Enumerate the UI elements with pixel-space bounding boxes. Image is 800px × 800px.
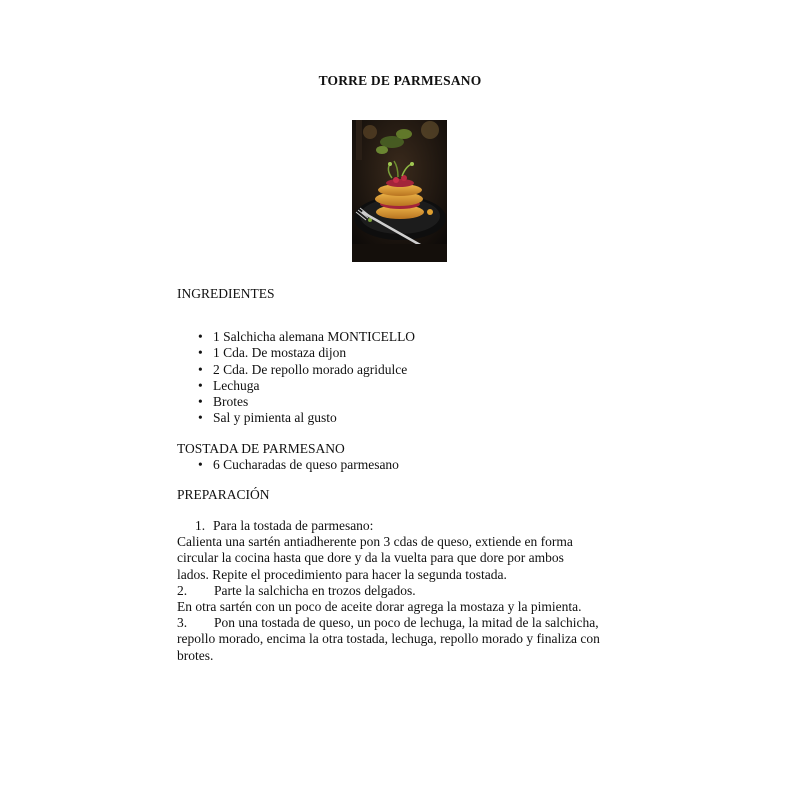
text-line: circular la cocina hasta que dore y da la vuelta para que dore por ambos: [177, 550, 564, 566]
list-item: • 1 Salchicha alemana MONTICELLO: [198, 329, 416, 344]
list-item: • Lechuga: [198, 377, 260, 393]
tostada-list: [177, 457, 399, 473]
bullet-icon: •: [198, 410, 203, 426]
list-item: • 1 Cda. De mostaza dijon: [198, 345, 347, 361]
bullet-icon: •: [198, 361, 203, 377]
bullet-icon: •: [198, 457, 203, 472]
ingredientes-list: [177, 329, 415, 427]
text-line: repollo morado, encima la otra tostada, lechuga, repollo morado y finaliza con: [177, 631, 600, 647]
text-line: En otra sartén con un poco de aceite dorar agrega la mostaza y la pimienta.: [177, 599, 582, 615]
bullet-icon: •: [198, 394, 203, 410]
preparacion-heading: PREPARACIÓN: [177, 487, 270, 502]
text-line: Calienta una sartén antiadherente pon 3 cdas de queso, extiende en forma: [177, 534, 573, 549]
text-line: lados. Repite el procedimiento para hacer la segunda tostada.: [177, 566, 507, 582]
list-item: • Brotes: [198, 394, 249, 410]
step-2-title: 2. Parte la salchicha en trozos delgados.: [177, 583, 416, 598]
list-item: • Sal y pimienta al gusto: [198, 410, 337, 426]
text-line: brotes.: [177, 647, 214, 663]
bullet-icon: •: [198, 345, 203, 361]
list-item: • 6 Cucharadas de queso parmesano: [198, 457, 399, 472]
tostada-heading: TOSTADA DE PARMESANO: [177, 441, 345, 456]
recipe-title: TORRE DE PARMESANO: [318, 73, 482, 88]
step-3-text: [177, 615, 627, 664]
step-3-number: 3.: [177, 615, 188, 630]
step-3-first-line: 3. Pon una tostada de queso, un poco de lechuga, la mitad de la salchicha,: [177, 615, 599, 630]
step-2-number: 2.: [177, 583, 188, 598]
recipe-photo: [352, 120, 447, 262]
recipe-photo-illustration: [352, 120, 447, 262]
list-item: • 2 Cda. De repollo morado agridulce: [198, 361, 408, 377]
step-1-text: [177, 534, 627, 583]
step-2-text: [177, 583, 627, 616]
step-1-number: 1.: [195, 518, 206, 533]
bullet-icon: •: [198, 329, 203, 344]
ingredientes-heading: INGREDIENTES: [177, 286, 275, 301]
step-1-title: 1. Para la tostada de parmesano:: [195, 518, 374, 533]
bullet-icon: •: [198, 377, 203, 393]
